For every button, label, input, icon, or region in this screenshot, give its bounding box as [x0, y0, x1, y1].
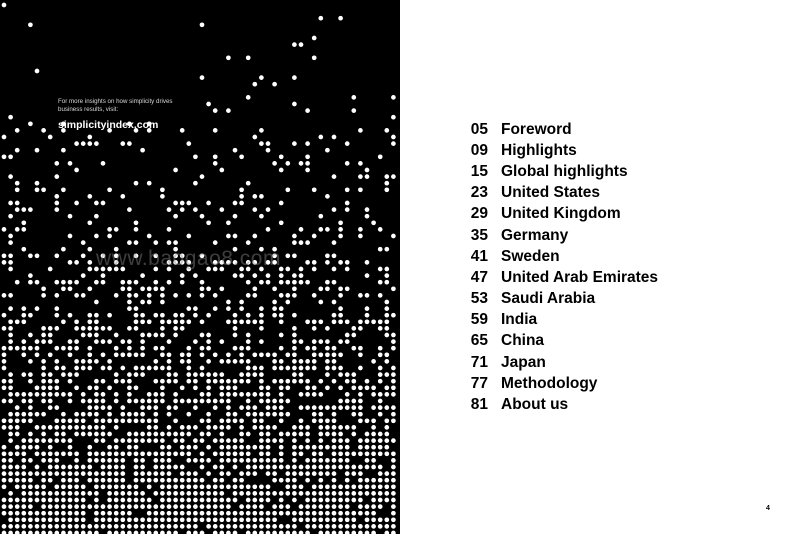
toc-title: United States: [501, 184, 601, 202]
toc-page-number: 05: [470, 120, 488, 138]
toc-item[interactable]: [458, 289, 658, 310]
toc-title: India: [501, 311, 538, 329]
toc-title: Germany: [501, 226, 569, 244]
toc-page-number: 29: [470, 205, 488, 223]
toc-item[interactable]: [458, 161, 658, 182]
toc-item[interactable]: [458, 310, 658, 331]
toc-title: Sweden: [501, 247, 560, 265]
toc-item[interactable]: [458, 140, 658, 161]
toc-page-number: 09: [470, 141, 488, 159]
toc-item[interactable]: [458, 352, 658, 373]
toc-item[interactable]: [458, 246, 658, 267]
toc-item[interactable]: [458, 267, 658, 288]
toc-page-number: 41: [470, 247, 488, 265]
toc-item[interactable]: [458, 119, 658, 140]
toc-item[interactable]: [458, 183, 658, 204]
toc-page-number: 47: [470, 268, 488, 286]
toc-page-number: 59: [470, 311, 488, 329]
toc-page-number: 23: [470, 184, 488, 202]
toc-page-number: 81: [470, 396, 488, 414]
toc-title: United Kingdom: [501, 205, 621, 223]
toc-page-number: 71: [470, 353, 488, 371]
toc-page-number: 77: [470, 374, 488, 392]
toc-item[interactable]: [458, 394, 658, 415]
toc-title: Saudi Arabia: [501, 290, 596, 308]
insight-text: For more insights on how simplicity drives business results, visit:: [58, 98, 173, 113]
toc-page-number: 35: [470, 226, 488, 244]
toc-page-number: 53: [470, 290, 488, 308]
toc-item[interactable]: [458, 373, 658, 394]
toc-title: Global highlights: [501, 162, 628, 180]
toc-title: Foreword: [501, 120, 572, 138]
website-link[interactable]: simplicityindex.com: [58, 119, 159, 131]
toc-page-number: 15: [470, 162, 488, 180]
toc-item[interactable]: [458, 225, 658, 246]
watermark: www.baogao8.com: [96, 247, 281, 270]
table-of-contents: [458, 119, 658, 416]
toc-title: About us: [501, 396, 569, 414]
toc-title: Japan: [501, 353, 546, 371]
toc-title: United Arab Emirates: [501, 268, 659, 286]
toc-title: China: [501, 332, 545, 350]
toc-item[interactable]: [458, 331, 658, 352]
toc-page-number: 65: [470, 332, 488, 350]
toc-title: Methodology: [501, 374, 598, 392]
page-number: 4: [766, 505, 770, 512]
toc-item[interactable]: [458, 204, 658, 225]
toc-title: Highlights: [501, 141, 577, 159]
